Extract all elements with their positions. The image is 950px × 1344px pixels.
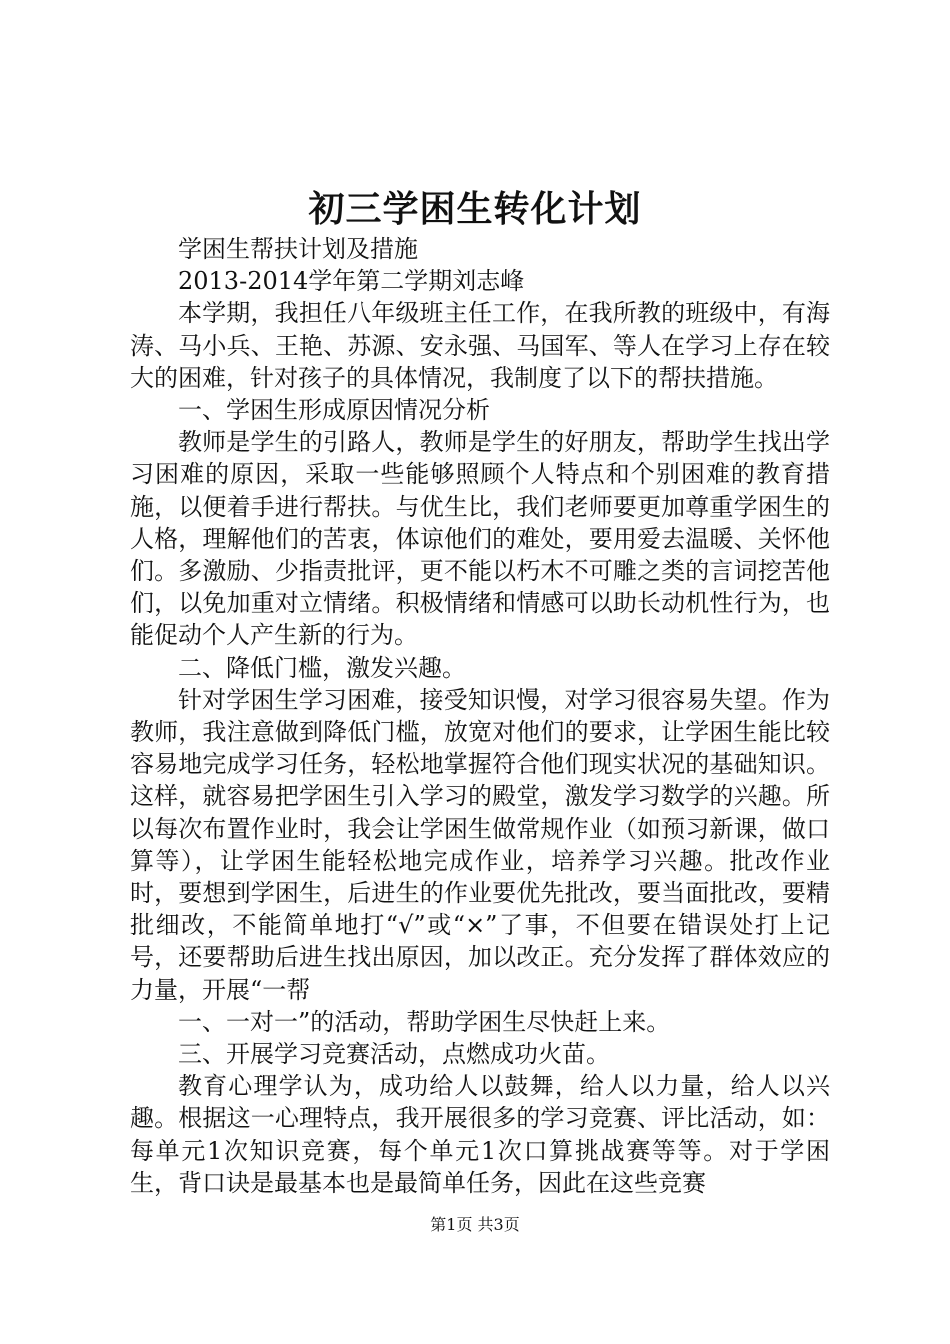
document-title: 初三学困生转化计划 <box>308 188 642 230</box>
paragraph-term-author: 2013-2014学年第二学期刘志峰 <box>178 267 525 296</box>
paragraph-section-1: 教师是学生的引路人，教师是学生的好朋友，帮助学生找出学习困难的原因，采取一些能够照顾个人特点和个别困难的教育措施，以便着手进行帮扶。与优生比，我们老师要更加尊重学困生的人格，理解他们的苦衷，体谅他们的难处，要用爱去温暖、关怀他们。多激励、少指责批评，更不能以朽木不可雕之类的言词挖苦他们，以免加重对立情绪。积极情绪和情感可以助长动机性行为，也能促动个人产生新的行为。 <box>130 428 830 650</box>
paragraph-section-3: 教育心理学认为，成功给人以鼓舞，给人以力量，给人以兴趣。根据这一心理特点，我开展很多的学习竞赛、评比活动，如：每单元1次知识竞赛，每个单元1次口算挑战赛等等。对于学困生，背口诀是最基本也是最简单任务，因此在这些竞赛 <box>130 1072 830 1197</box>
paragraph-continuation: 一、一对一”的活动，帮助学困生尽快赶上来。 <box>178 1007 671 1036</box>
section-heading-1: 一、学困生形成原因情况分析 <box>178 396 490 425</box>
page-footer: 第1页 共3页 <box>430 1215 520 1234</box>
document-body <box>130 233 830 1199</box>
paragraph-intro: 本学期，我担任八年级班主任工作，在我所教的班级中，有海涛、马小兵、王艳、苏源、安永强、马国军、等人在学习上存在较大的困难，针对孩子的具体情况，我制度了以下的帮扶措施。 <box>130 299 830 392</box>
paragraph-section-2: 针对学困生学习困难，接受知识慢，对学习很容易失望。作为教师，我注意做到降低门槛，放宽对他们的要求，让学困生能比较容易地完成学习任务，轻松地掌握符合他们现实状况的基础知识。这样，就容易把学困生引入学习的殿堂，激发学习数学的兴趣。所以每次布置作业时，我会让学困生做常规作业（如预习新课，做口算等），让学困生能轻松地完成作业，培养学习兴趣。批改作业时，要想到学困生，后进生的作业要优先批改，要当面批改，要精批细改，不能简单地打“√”或“×”了事，不但要在错误处打上记号，还要帮助后进生找出原因，加以改正。充分发挥了群体效应的力量，开展“一帮 <box>130 685 830 1004</box>
section-heading-3: 三、开展学习竞赛活动，点燃成功火苗。 <box>178 1040 610 1069</box>
paragraph-subtitle: 学困生帮扶计划及措施 <box>178 235 418 263</box>
section-heading-2: 二、降低门槛，激发兴趣。 <box>178 653 466 682</box>
